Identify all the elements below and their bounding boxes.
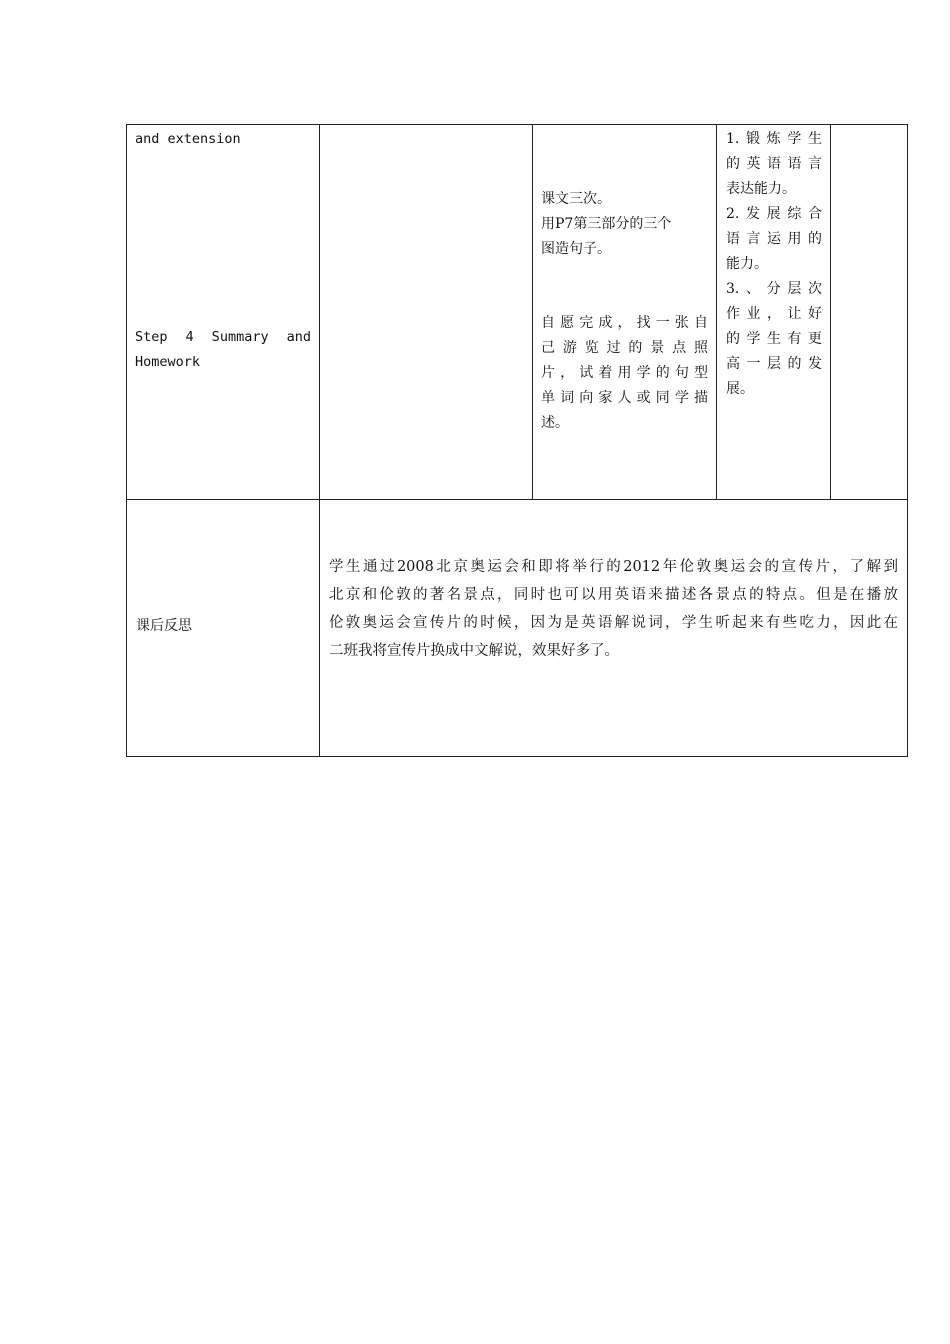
homework-text-b	[541, 311, 708, 436]
homework-b-line-5: 述。	[541, 415, 569, 431]
intent-line-11: 展。	[726, 381, 754, 397]
intent-line-1: 1.锻炼学生	[726, 131, 822, 147]
homework-b-line-3: 片，试着用学的句型	[541, 365, 708, 381]
intent-line-7: 3.、分层次	[726, 281, 822, 297]
intent-line-6: 能力。	[726, 256, 768, 272]
step-4-line-1: Step 4 Summary and	[135, 329, 311, 345]
homework-b-line-1: 自愿完成，找一张自	[541, 315, 708, 331]
lesson-plan-table	[126, 124, 908, 757]
extension-label: and extension	[135, 131, 241, 147]
intent-line-10: 高一层的发	[726, 356, 822, 372]
reflection-line-4: 二班我将宣传片换成中文解说，效果好多了。	[329, 643, 619, 659]
table-row-reflection	[127, 500, 908, 757]
intent-line-3: 表达能力。	[726, 181, 796, 197]
intent-line-9: 的学生有更	[726, 331, 822, 347]
homework-b-line-4: 单词向家人或同学描	[541, 390, 708, 406]
reflection-line-3: 伦敦奥运会宣传片的时候，因为是英语解说词，学生听起来有些吃力，因此在	[329, 615, 898, 631]
reflection-line-2: 北京和伦敦的著名景点，同时也可以用英语来描述各景点的特点。但是在播放	[329, 587, 898, 603]
step-4-line-2: Homework	[135, 354, 201, 370]
homework-a-line-2: 用P7第三部分的三个	[541, 216, 672, 232]
table-row-activity	[127, 125, 908, 500]
homework-b-line-2: 己游览过的景点照	[541, 340, 708, 356]
notes-cell	[831, 125, 908, 500]
design-intent-cell	[717, 125, 831, 500]
homework-text-a	[541, 187, 708, 262]
homework-a-line-1: 课文三次。	[541, 191, 611, 207]
reflection-line-1: 学生通过2008北京奥运会和即将举行的2012年伦敦奥运会的宣传片，了解到	[329, 559, 898, 575]
intent-line-5: 语言运用的	[726, 231, 822, 247]
teacher-activity-cell	[320, 125, 533, 500]
step-cell	[127, 125, 320, 500]
intent-line-2: 的英语语言	[726, 156, 822, 172]
reflection-label: 课后反思	[136, 618, 192, 634]
reflection-text	[329, 553, 898, 665]
homework-a-line-3: 图造句子。	[541, 241, 611, 257]
reflection-content-cell	[320, 500, 908, 757]
student-activity-cell	[533, 125, 717, 500]
design-intent-text	[726, 127, 822, 402]
intent-line-4: 2.发展综合	[726, 206, 822, 222]
intent-line-8: 作业，让好	[726, 306, 822, 322]
step-4-label	[135, 325, 311, 375]
reflection-label-cell	[127, 500, 320, 757]
